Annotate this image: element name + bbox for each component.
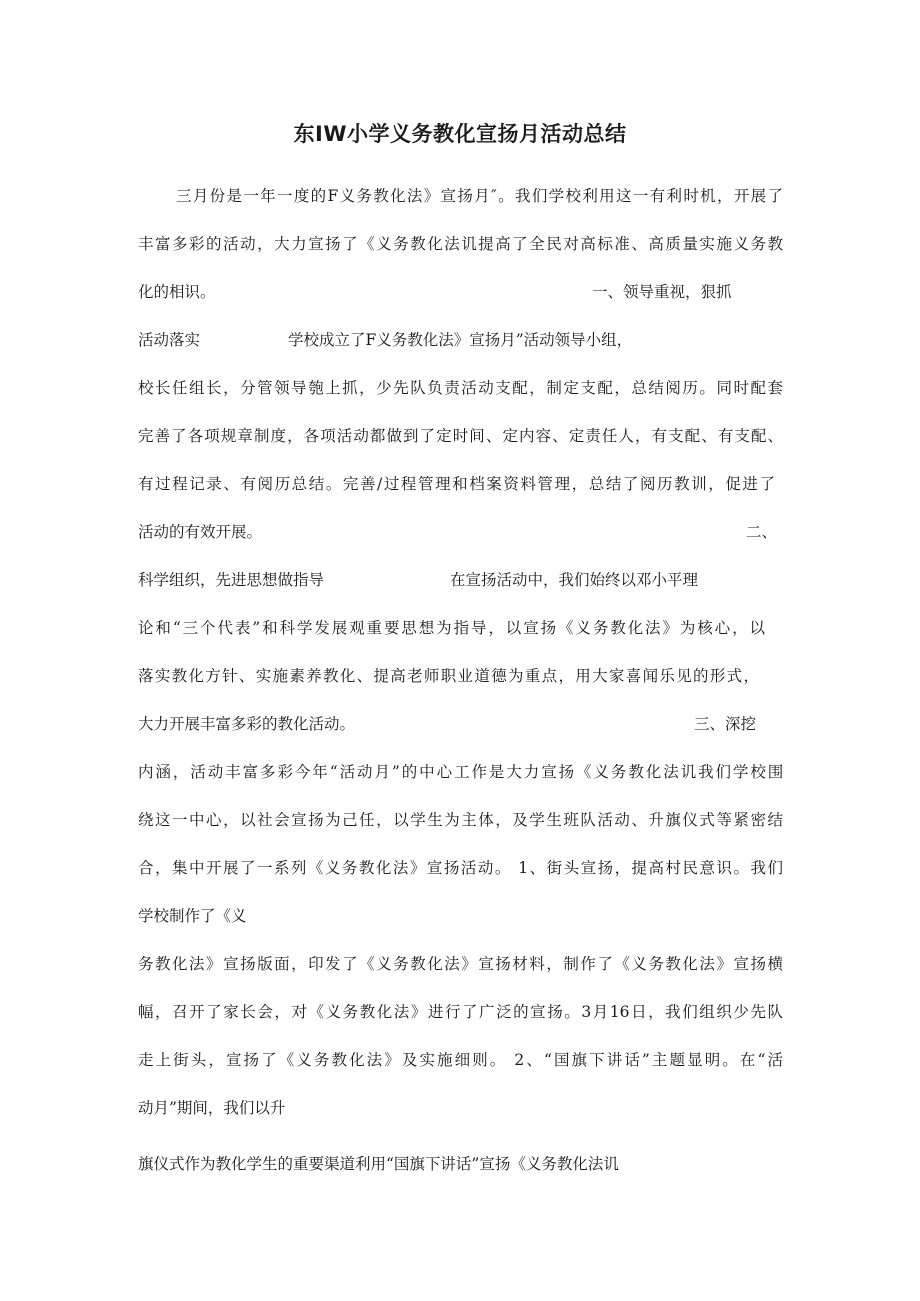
paragraph-line: 校长任组长，分管领导匏上抓，少先队负责活动支配，制定支配，总结阅历。同时配套 [138, 379, 783, 397]
paragraph-line: 学校成立了F义务教化法》宣扬月”活动领导小组， [288, 331, 633, 349]
paragraph-line: 大力开展丰富多彩的教化活动。 [138, 715, 356, 733]
paragraph-line: 论和“三个代表”和科学发展观重要思想为指导，以宣扬《义务教化法》为核心，以 [138, 619, 765, 637]
paragraph-line: 落实教化方针、实施素养教化、提高老师职业道德为重点，用大家喜闻乐见的形式， [138, 667, 759, 685]
document-title: 东IW小学义务教化宣扬月活动总结 [293, 122, 627, 146]
section-heading-3: 三、深挖 [694, 715, 757, 733]
paragraph-line: 化的相识。 [138, 283, 216, 301]
section-heading-2-cont: 科学组织，先进思想做指导 [138, 571, 325, 589]
paragraph-line: 活动的有效开展。 [138, 523, 263, 541]
paragraph-line: 旗仪式作为教化学生的重要渠道利用“国旗下讲话”宣扬《义务教化法讥 [138, 1155, 619, 1173]
section-heading-2: 二、 [746, 523, 778, 541]
paragraph-line: 有过程记录、有阅历总结。完善/过程管理和档案资料管理，总结了阅历教训，促进了 [138, 475, 775, 493]
paragraph-line: 丰富多彩的活动，大力宣扬了《义务教化法讥提高了全民对高标准、高质量实施义务教 [138, 235, 783, 253]
paragraph-line: 三月份是一年一度的F义务教化法》宣扬月″。我们学校利用这一有利时机，开展了 [176, 187, 783, 205]
paragraph-line: 动月”期间，我们以升 [138, 1099, 286, 1117]
paragraph-line: 在宣扬活动中，我们始终以邓小平理 [450, 571, 699, 589]
paragraph-line: 完善了各项规章制度，各项活动都做到了定时间、定内容、定责任人，有支配、有支配、 [138, 427, 783, 445]
paragraph-line: 内涵，活动丰富多彩今年“活动月”的中心工作是大力宣扬《义务教化法讥我们学校围 [138, 763, 783, 781]
section-heading-1-cont: 活动落实 [138, 331, 201, 349]
paragraph-line: 绕这一中心，以社会宣扬为己任，以学生为主体，及学生班队活动、升旗仪式等紧密结 [138, 811, 783, 829]
section-heading-1: 一、领导重视，狠抓 [592, 283, 732, 301]
paragraph-line: 学校制作了《义 [138, 907, 247, 925]
paragraph-line: 合，集中开展了一系列《义务教化法》宣扬活动。 1、街头宣扬，提高村民意识。我们 [138, 859, 783, 877]
paragraph-line: 务教化法》宣扬版面，印发了《义务教化法》宣扬材料，制作了《义务教化法》宣扬横 [138, 955, 783, 973]
paragraph-line: 走上街头，宣扬了《义务教化法》及实施细则。 2、“国旗下讲话”主题显明。在“活 [138, 1051, 783, 1069]
paragraph-line: 幅，召开了家长会，对《义务教化法》进行了广泛的宣扬。3月16日，我们组织少先队 [138, 1003, 783, 1021]
